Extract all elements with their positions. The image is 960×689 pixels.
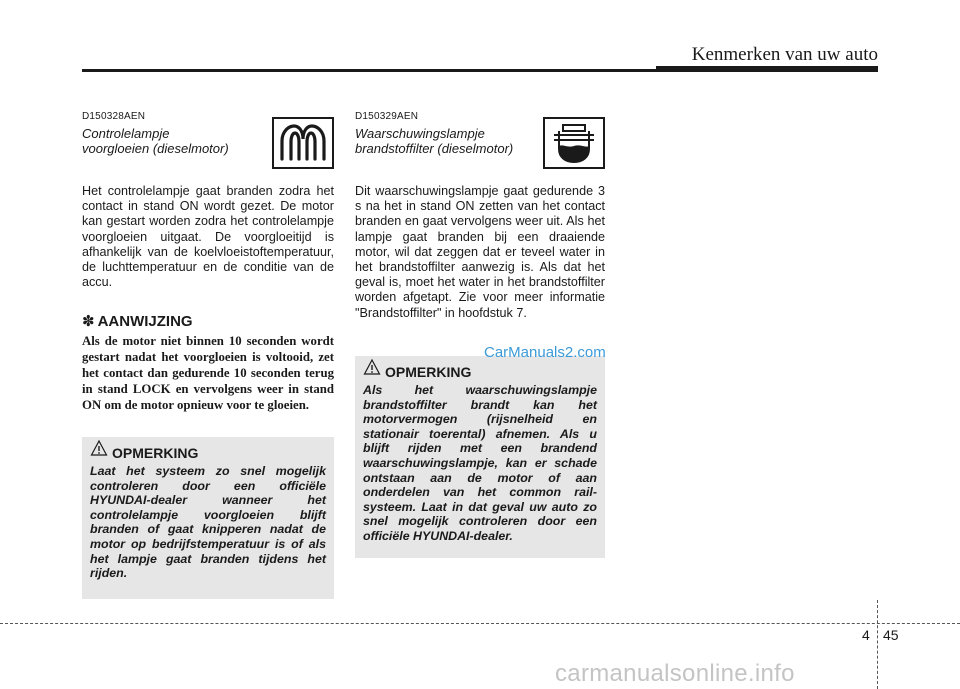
section-title-line: voorgloeien (dieselmotor)	[82, 141, 229, 156]
notice-block	[82, 312, 334, 413]
notice-text: Als de motor niet binnen 10 seconden wordt gestart nadat het voorgloeien is voltooid, zet het contact dan gedurende 10 seconden terug in stand LOCK en vervolgens weer in stand ON om de motor opnieuw voor te gloeien.	[82, 334, 334, 412]
notice-heading-label: AANWIJZING	[97, 313, 193, 331]
section-fuel-filter-indicator	[355, 111, 605, 321]
section-body: Dit waarschuwingslampje gaat gedurende 3 s na het in stand ON zetten van het contact branden en gaat vervolgens weer uit. Als het lampje gaat branden bij een draaiende motor, wil dat zeggen dat er teveel water in het brandstoffilter aanwezig is. Als dat het geval is, moet het water in het brandstoffilter worden afgetapt. Zie voor meer informatie "Brandstoffilter" in hoofdstuk 7.	[355, 184, 605, 320]
section-code: D150328AEN	[82, 111, 146, 122]
watermark-link[interactable]: CarManuals2.com	[484, 344, 606, 361]
caution-text: Als het waarschuwingslampje brandstoffilter brandt kan het motorvermogen (rijsnelheid en stationair toerental) afnemen. Als u blijft rijden met een brandend waarschuwingslampje, kan er schade ontstaan aan de motor of aan onderdelen van het common rail-systeem. Laat in dat geval uw auto zo snel mogelijk controleren door een officiële HYUNDAI-dealer.	[363, 383, 597, 543]
caution-heading	[112, 445, 326, 461]
footer-divider	[877, 600, 878, 689]
page-number: 45	[883, 627, 899, 643]
warning-triangle-icon	[90, 439, 108, 457]
caution-box	[355, 356, 605, 558]
section-title-row	[355, 126, 605, 172]
caution-heading	[385, 364, 597, 380]
section-code: D150329AEN	[355, 111, 419, 122]
caution-heading-label: OPMERKING	[385, 364, 472, 380]
header-rule-accent	[656, 66, 878, 72]
caution-heading-label: OPMERKING	[112, 445, 199, 461]
section-title	[82, 126, 262, 156]
caution-box	[82, 437, 334, 599]
section-title	[355, 126, 535, 156]
section-title-row	[82, 126, 334, 172]
section-title-line: Waarschuwingslampje	[355, 126, 485, 141]
fuel-filter-icon	[543, 117, 605, 169]
notice-heading	[82, 312, 334, 330]
notice-mark-icon: ✽	[82, 313, 95, 331]
header-title: Kenmerken van uw auto	[691, 44, 878, 65]
caution-text: Laat het systeem zo snel mogelijk controleren door een officiële HYUNDAI-dealer wanneer het controlelampje voorgloeien blijft branden of gaat knipperen nadat de motor op bedrijfstemperatuur is of als het lampje gaat branden tijdens het rijden.	[90, 464, 326, 581]
section-title-line: Controlelampje	[82, 126, 170, 141]
section-title-line: brandstoffilter (dieselmotor)	[355, 141, 514, 156]
section-glow-indicator	[82, 111, 334, 413]
section-body: Het controlelampje gaat branden zodra het contact in stand ON wordt gezet. De motor kan gestart worden zodra het controlelampje voorgloeien uitgaat. De voorgloeitijd is afhankelijk van de koelvloeistoftemperatuur, de luchttemperatuur en de conditie van de accu.	[82, 184, 334, 290]
warning-triangle-icon	[363, 358, 381, 376]
page-chapter: 4	[862, 627, 870, 643]
glow-plug-icon	[272, 117, 334, 169]
site-footer-link[interactable]: carmanualsonline.info	[555, 660, 795, 687]
footer-rule	[0, 623, 960, 624]
